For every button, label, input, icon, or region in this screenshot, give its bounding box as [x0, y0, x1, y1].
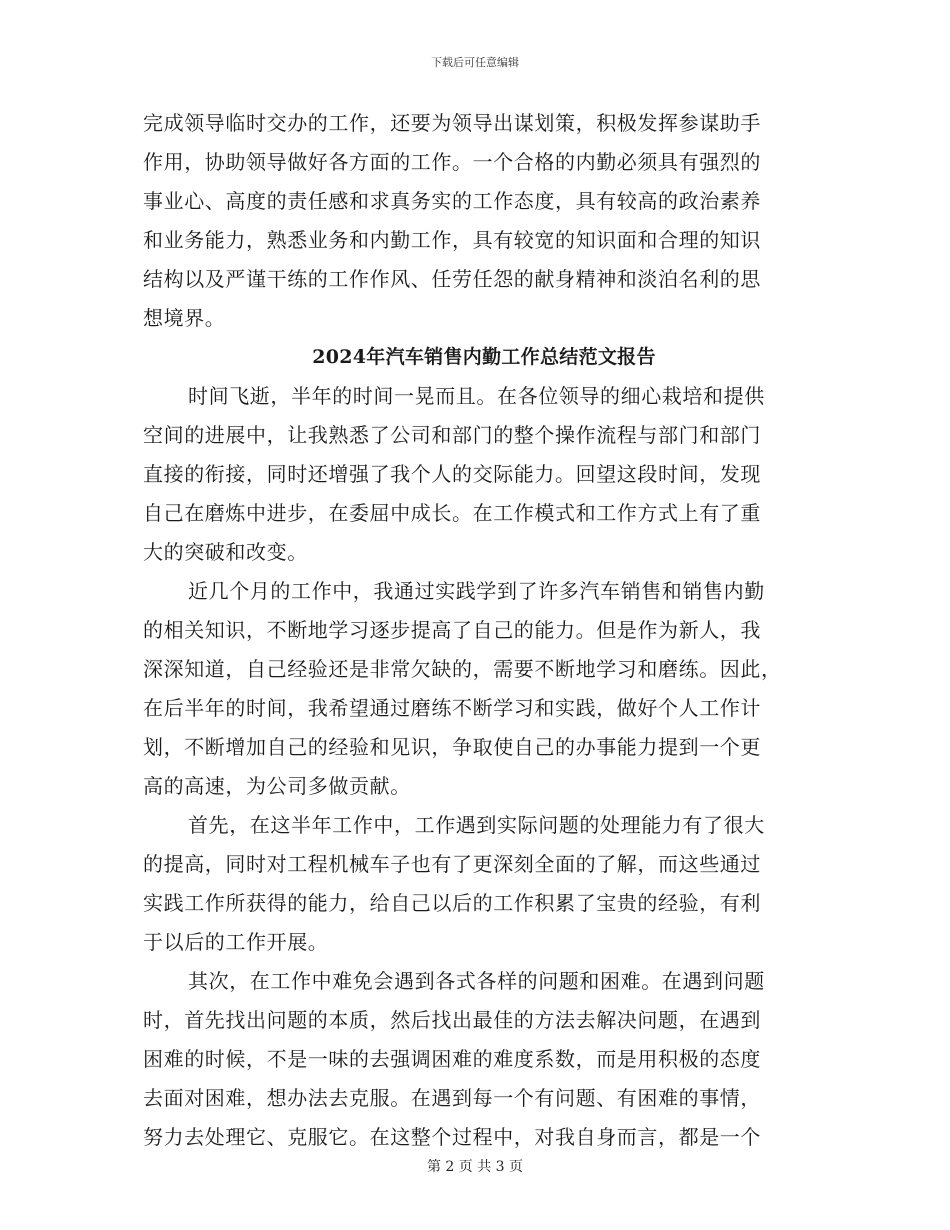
text-line: 结构以及严谨干练的工作作风、任劳任怨的献身精神和淡泊名利的思: [143, 267, 761, 291]
text-line: 和业务能力，熟悉业务和内勤工作，具有较宽的知识面和合理的知识: [143, 228, 761, 252]
document-body: [143, 104, 805, 1157]
text-line: 直接的衔接，同时还增强了我个人的交际能力。回望这段时间，发现: [143, 462, 761, 486]
text-line: 时，首先找出问题的本质，然后找出最佳的方法去解决问题，在遇到: [143, 1008, 761, 1032]
text-line: 的相关知识，不断地学习逐步提高了自己的能力。但是作为新人，我: [143, 618, 761, 642]
text-line: 想境界。: [143, 306, 226, 330]
text-line: 空间的进展中，让我熟悉了公司和部门的整个操作流程与部门和部门: [143, 423, 761, 447]
text-line: 去面对困难，想办法去克服。在遇到每一个有问题、有困难的事情，: [143, 1086, 761, 1110]
text-line: 近几个月的工作中，我通过实践学到了许多汽车销售和销售内勤: [188, 579, 765, 603]
text-line: 困难的时候，不是一味的去强调困难的难度系数，而是用积极的态度: [143, 1047, 761, 1071]
text-line: 深深知道，自己经验还是非常欠缺的，需要不断地学习和磨练。因此，: [143, 657, 782, 681]
header-note: 下载后可任意编辑: [431, 56, 519, 69]
text-line: 划，不断增加自己的经验和见识，争取使自己的办事能力提到一个更: [143, 735, 761, 759]
text-line: 事业心、高度的责任感和求真务实的工作态度，具有较高的政治素养: [143, 189, 761, 213]
page-number-footer: 第 2 页 共 3 页: [426, 1159, 524, 1175]
text-line: 其次，在工作中难免会遇到各式各样的问题和困难。在遇到问题: [188, 969, 765, 993]
text-line: 大的突破和改变。: [143, 540, 308, 564]
text-line: 高的高速，为公司多做贡献。: [143, 774, 411, 798]
text-line: 首先，在这半年工作中，工作遇到实际问题的处理能力有了很大: [188, 813, 765, 837]
section-title: 2024年汽车销售内勤工作总结范文报告: [312, 346, 656, 368]
text-line: 努力去处理它、克服它。在这整个过程中，对我自身而言，都是一个: [143, 1125, 761, 1149]
text-line: 自己在磨炼中进步，在委屈中成长。在工作模式和工作方式上有了重: [143, 501, 761, 525]
text-line: 完成领导临时交办的工作，还要为领导出谋划策，积极发挥参谋助手: [143, 111, 761, 135]
text-line: 于以后的工作开展。: [143, 930, 329, 954]
text-line: 的提高，同时对工程机械车子也有了更深刻全面的了解，而这些通过: [143, 852, 761, 876]
text-line: 在后半年的时间，我希望通过磨练不断学习和实践，做好个人工作计: [143, 696, 761, 720]
text-line: 时间飞逝，半年的时间一晃而且。在各位领导的细心栽培和提供: [188, 384, 765, 408]
text-line: 作用，协助领导做好各方面的工作。一个合格的内勤必须具有强烈的: [143, 150, 761, 174]
text-line: 实践工作所获得的能力，给自己以后的工作积累了宝贵的经验，有利: [143, 891, 761, 915]
